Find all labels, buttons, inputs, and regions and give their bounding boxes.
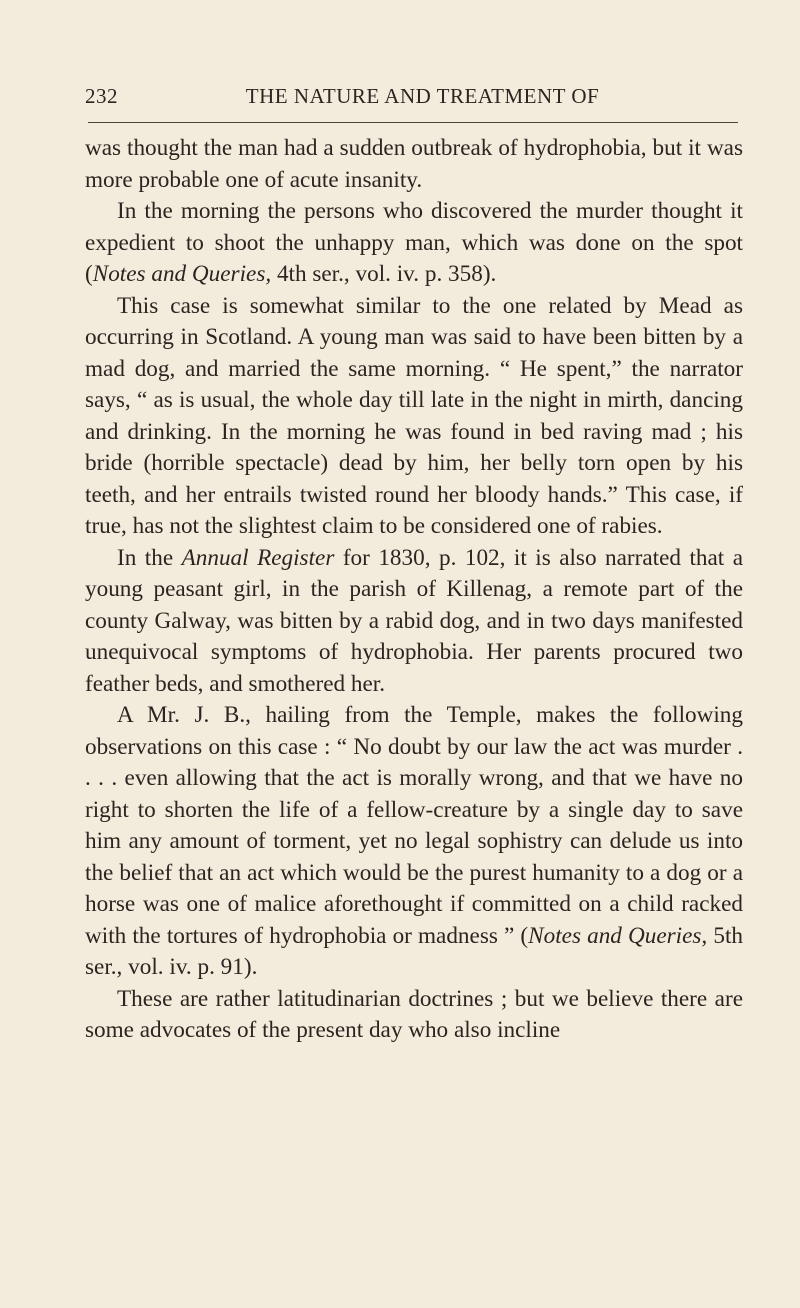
paragraph-1 xyxy=(85,133,743,196)
page-header xyxy=(85,84,740,114)
header-rule xyxy=(88,122,738,123)
paragraph-text: In the morning the persons who discovered the murder thought it expedient to shoot the unhappy man, which was done on the spot ( xyxy=(85,198,743,287)
paragraph-text: was thought the man had a sudden outbreak of hydrophobia, but it was more probable one of acute insanity. xyxy=(85,135,743,193)
citation-title: Annual Register xyxy=(181,544,335,571)
paragraph-6 xyxy=(85,984,743,1047)
paragraph-text: This case is somewhat similar to the one related by Mead as occurring in Scotland. A young man was said to have been bitten by a mad dog, and married the same morning. “ He spent,” the narrator says, “ as is usual, the whole day till late in the night in mirth, dancing and drinking. In the morning he was found in bed raving mad ; his bride (horrible spectacle) dead by him, her belly torn open by his teeth, and her entrails twisted round her bloody hands.” This case, if true, has not the slightest claim to be considered one of rabies. xyxy=(85,292,743,539)
paragraph-text: for 1830, p. 102, it is also narrated that a young peasant girl, in the parish of Killenag, a remote part of the county Galway, was bitten by a rabid dog, and in two days manifested unequivocal symptoms of hydrophobia. Her parents procured two feather beds, and smothered her. xyxy=(85,544,743,697)
paragraph-2 xyxy=(85,196,743,291)
paragraph-4 xyxy=(85,543,743,701)
paragraph-text: A Mr. J. B., hailing from the Temple, makes the following observations on this case : “ No doubt by our law the act was murder . . . . even allowing that the act is morally wrong, and that we have no right to shorten the life of a fellow-creature by a single day to save him any amount of torment, yet no legal sophistry can delude us into the belief that an act which would be the purest humanity to a dog or a horse was one of malice aforethought if committed on a child racked with the tortures of hydrophobia or madness ” ( xyxy=(85,702,743,949)
page-number: 232 xyxy=(85,84,118,108)
citation-title: Notes and Queries, xyxy=(528,922,708,949)
citation-title: Notes and Queries, xyxy=(92,261,272,287)
paragraph-text: These are rather latitudinarian doctrines ; but we believe there are some advocates of the present day who also incline xyxy=(85,985,743,1043)
paragraph-text: In the xyxy=(117,544,182,571)
running-title: THE NATURE AND TREATMENT OF xyxy=(245,84,600,108)
paragraph-3 xyxy=(85,291,743,543)
paragraph-text: 4th ser., vol. iv. p. 358). xyxy=(271,261,497,287)
paragraph-text: 5th ser., vol. iv. p. 91). xyxy=(85,922,743,980)
body-text xyxy=(85,133,743,1047)
paragraph-5 xyxy=(85,700,743,984)
